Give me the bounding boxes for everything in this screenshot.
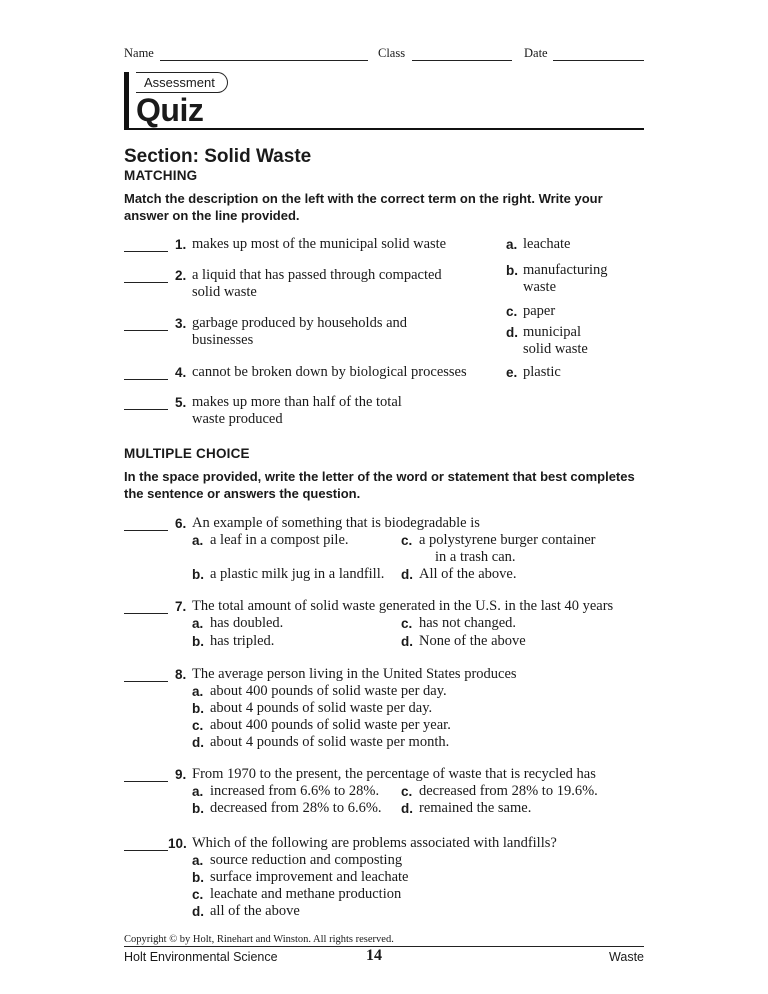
choice-b: decreased from 28% to 6.6%. bbox=[210, 800, 382, 816]
choice-b: has tripled. bbox=[210, 633, 275, 649]
term-letter: b. bbox=[506, 263, 518, 278]
item-text: cannot be broken down by biological processes bbox=[192, 364, 467, 380]
term-text: plastic bbox=[523, 364, 561, 380]
question-stem: The total amount of solid waste generated in the U.S. in the last 40 years bbox=[192, 598, 614, 614]
item-text-cont: businesses bbox=[192, 332, 254, 348]
choice-letter: c. bbox=[401, 784, 413, 799]
item-text: makes up more than half of the total bbox=[192, 394, 402, 410]
date-label: Date bbox=[524, 46, 548, 60]
class-field-line[interactable] bbox=[412, 60, 512, 61]
footer-chapter: Waste bbox=[609, 950, 644, 964]
item-number: 2. bbox=[175, 268, 187, 283]
choice-letter: c. bbox=[192, 887, 204, 902]
multiple-choice-heading: MULTIPLE CHOICE bbox=[124, 446, 250, 461]
title-rule bbox=[124, 128, 644, 130]
question-number: 10. bbox=[168, 836, 187, 851]
choice-letter: a. bbox=[192, 684, 204, 699]
choice-a: source reduction and composting bbox=[210, 852, 403, 868]
choice-letter: a. bbox=[192, 616, 204, 631]
choice-letter: c. bbox=[192, 718, 204, 733]
term-letter: e. bbox=[506, 365, 518, 380]
title-bar-accent bbox=[124, 72, 129, 130]
choice-a: about 400 pounds of solid waste per day. bbox=[210, 683, 447, 699]
item-number: 5. bbox=[175, 395, 187, 410]
choice-letter: b. bbox=[192, 567, 204, 582]
item-text-cont: solid waste bbox=[192, 284, 257, 300]
choice-letter: a. bbox=[192, 853, 204, 868]
choice-letter: d. bbox=[401, 801, 413, 816]
answer-line-10[interactable] bbox=[124, 850, 168, 851]
question-number: 6. bbox=[175, 516, 187, 531]
matching-heading: MATCHING bbox=[124, 168, 198, 183]
answer-line-9[interactable] bbox=[124, 781, 168, 782]
item-number: 1. bbox=[175, 237, 187, 252]
choice-letter: d. bbox=[401, 567, 413, 582]
choice-letter: d. bbox=[401, 634, 413, 649]
footer-rule bbox=[124, 946, 644, 947]
item-text: garbage produced by households and bbox=[192, 315, 408, 331]
choice-letter: c. bbox=[401, 533, 413, 548]
choice-b: surface improvement and leachate bbox=[210, 869, 409, 885]
choice-c: decreased from 28% to 19.6%. bbox=[419, 783, 598, 799]
choice-letter: c. bbox=[401, 616, 413, 631]
multiple-choice-instructions: In the space provided, write the letter of the word or statement that best completes the sentence or answers the question. bbox=[124, 469, 635, 501]
choice-a: a leaf in a compost pile. bbox=[210, 532, 349, 548]
term-text-cont: solid waste bbox=[523, 341, 588, 357]
page-title: Quiz bbox=[136, 92, 204, 128]
choice-letter: b. bbox=[192, 870, 204, 885]
term-text: leachate bbox=[523, 236, 571, 252]
choice-letter: a. bbox=[192, 533, 204, 548]
choice-letter: a. bbox=[192, 784, 204, 799]
choice-c: a polystyrene burger container bbox=[419, 532, 596, 548]
question-stem: From 1970 to the present, the percentage of waste that is recycled has bbox=[192, 766, 596, 782]
item-number: 3. bbox=[175, 316, 187, 331]
question-number: 7. bbox=[175, 599, 187, 614]
copyright-notice: Copyright © by Holt, Rinehart and Winston. All rights reserved. bbox=[124, 934, 394, 945]
question-number: 8. bbox=[175, 667, 187, 682]
answer-line-5[interactable] bbox=[124, 409, 168, 410]
question-stem: Which of the following are problems associated with landfills? bbox=[192, 835, 557, 851]
footer-book-title: Holt Environmental Science bbox=[124, 950, 278, 964]
term-letter: a. bbox=[506, 237, 518, 252]
term-text: manufacturing bbox=[523, 262, 608, 278]
answer-line-1[interactable] bbox=[124, 251, 168, 252]
answer-line-3[interactable] bbox=[124, 330, 168, 331]
choice-letter: b. bbox=[192, 801, 204, 816]
term-text: municipal bbox=[523, 324, 581, 340]
page-number: 14 bbox=[366, 947, 382, 964]
choice-b: about 4 pounds of solid waste per day. bbox=[210, 700, 433, 716]
choice-a: has doubled. bbox=[210, 615, 284, 631]
name-field-line[interactable] bbox=[160, 60, 368, 61]
choice-d: None of the above bbox=[419, 633, 526, 649]
answer-line-6[interactable] bbox=[124, 530, 168, 531]
matching-instructions: Match the description on the left with the correct term on the right. Write your answer on the line provided. bbox=[124, 191, 603, 223]
question-number: 9. bbox=[175, 767, 187, 782]
answer-line-7[interactable] bbox=[124, 613, 168, 614]
choice-d: remained the same. bbox=[419, 800, 532, 816]
question-stem: An example of something that is biodegradable is bbox=[192, 515, 480, 531]
term-text: paper bbox=[523, 303, 556, 319]
item-number: 4. bbox=[175, 365, 187, 380]
choice-letter: d. bbox=[192, 904, 204, 919]
choice-letter: d. bbox=[192, 735, 204, 750]
answer-line-4[interactable] bbox=[124, 379, 168, 380]
choice-c: leachate and methane production bbox=[210, 886, 402, 902]
item-text: a liquid that has passed through compacted bbox=[192, 267, 442, 283]
choice-c: has not changed. bbox=[419, 615, 517, 631]
term-letter: c. bbox=[506, 304, 518, 319]
choice-d: all of the above bbox=[210, 903, 300, 919]
choice-c-cont: in a trash can. bbox=[435, 549, 516, 565]
question-stem: The average person living in the United States produces bbox=[192, 666, 517, 682]
section-title: Section: Solid Waste bbox=[124, 146, 312, 167]
answer-line-8[interactable] bbox=[124, 681, 168, 682]
choice-b: a plastic milk jug in a landfill. bbox=[210, 566, 385, 582]
answer-line-2[interactable] bbox=[124, 282, 168, 283]
choice-a: increased from 6.6% to 28%. bbox=[210, 783, 380, 799]
choice-c: about 400 pounds of solid waste per year. bbox=[210, 717, 451, 733]
class-label: Class bbox=[378, 46, 406, 60]
term-letter: d. bbox=[506, 325, 518, 340]
item-text: makes up most of the municipal solid waste bbox=[192, 236, 447, 252]
item-text-cont: waste produced bbox=[192, 411, 283, 427]
choice-d: All of the above. bbox=[419, 566, 517, 582]
assessment-badge: Assessment bbox=[136, 72, 228, 93]
date-field-line[interactable] bbox=[553, 60, 644, 61]
choice-letter: b. bbox=[192, 701, 204, 716]
choice-d: about 4 pounds of solid waste per month. bbox=[210, 734, 450, 750]
name-label: Name bbox=[124, 46, 154, 60]
choice-letter: b. bbox=[192, 634, 204, 649]
term-text-cont: waste bbox=[523, 279, 557, 295]
